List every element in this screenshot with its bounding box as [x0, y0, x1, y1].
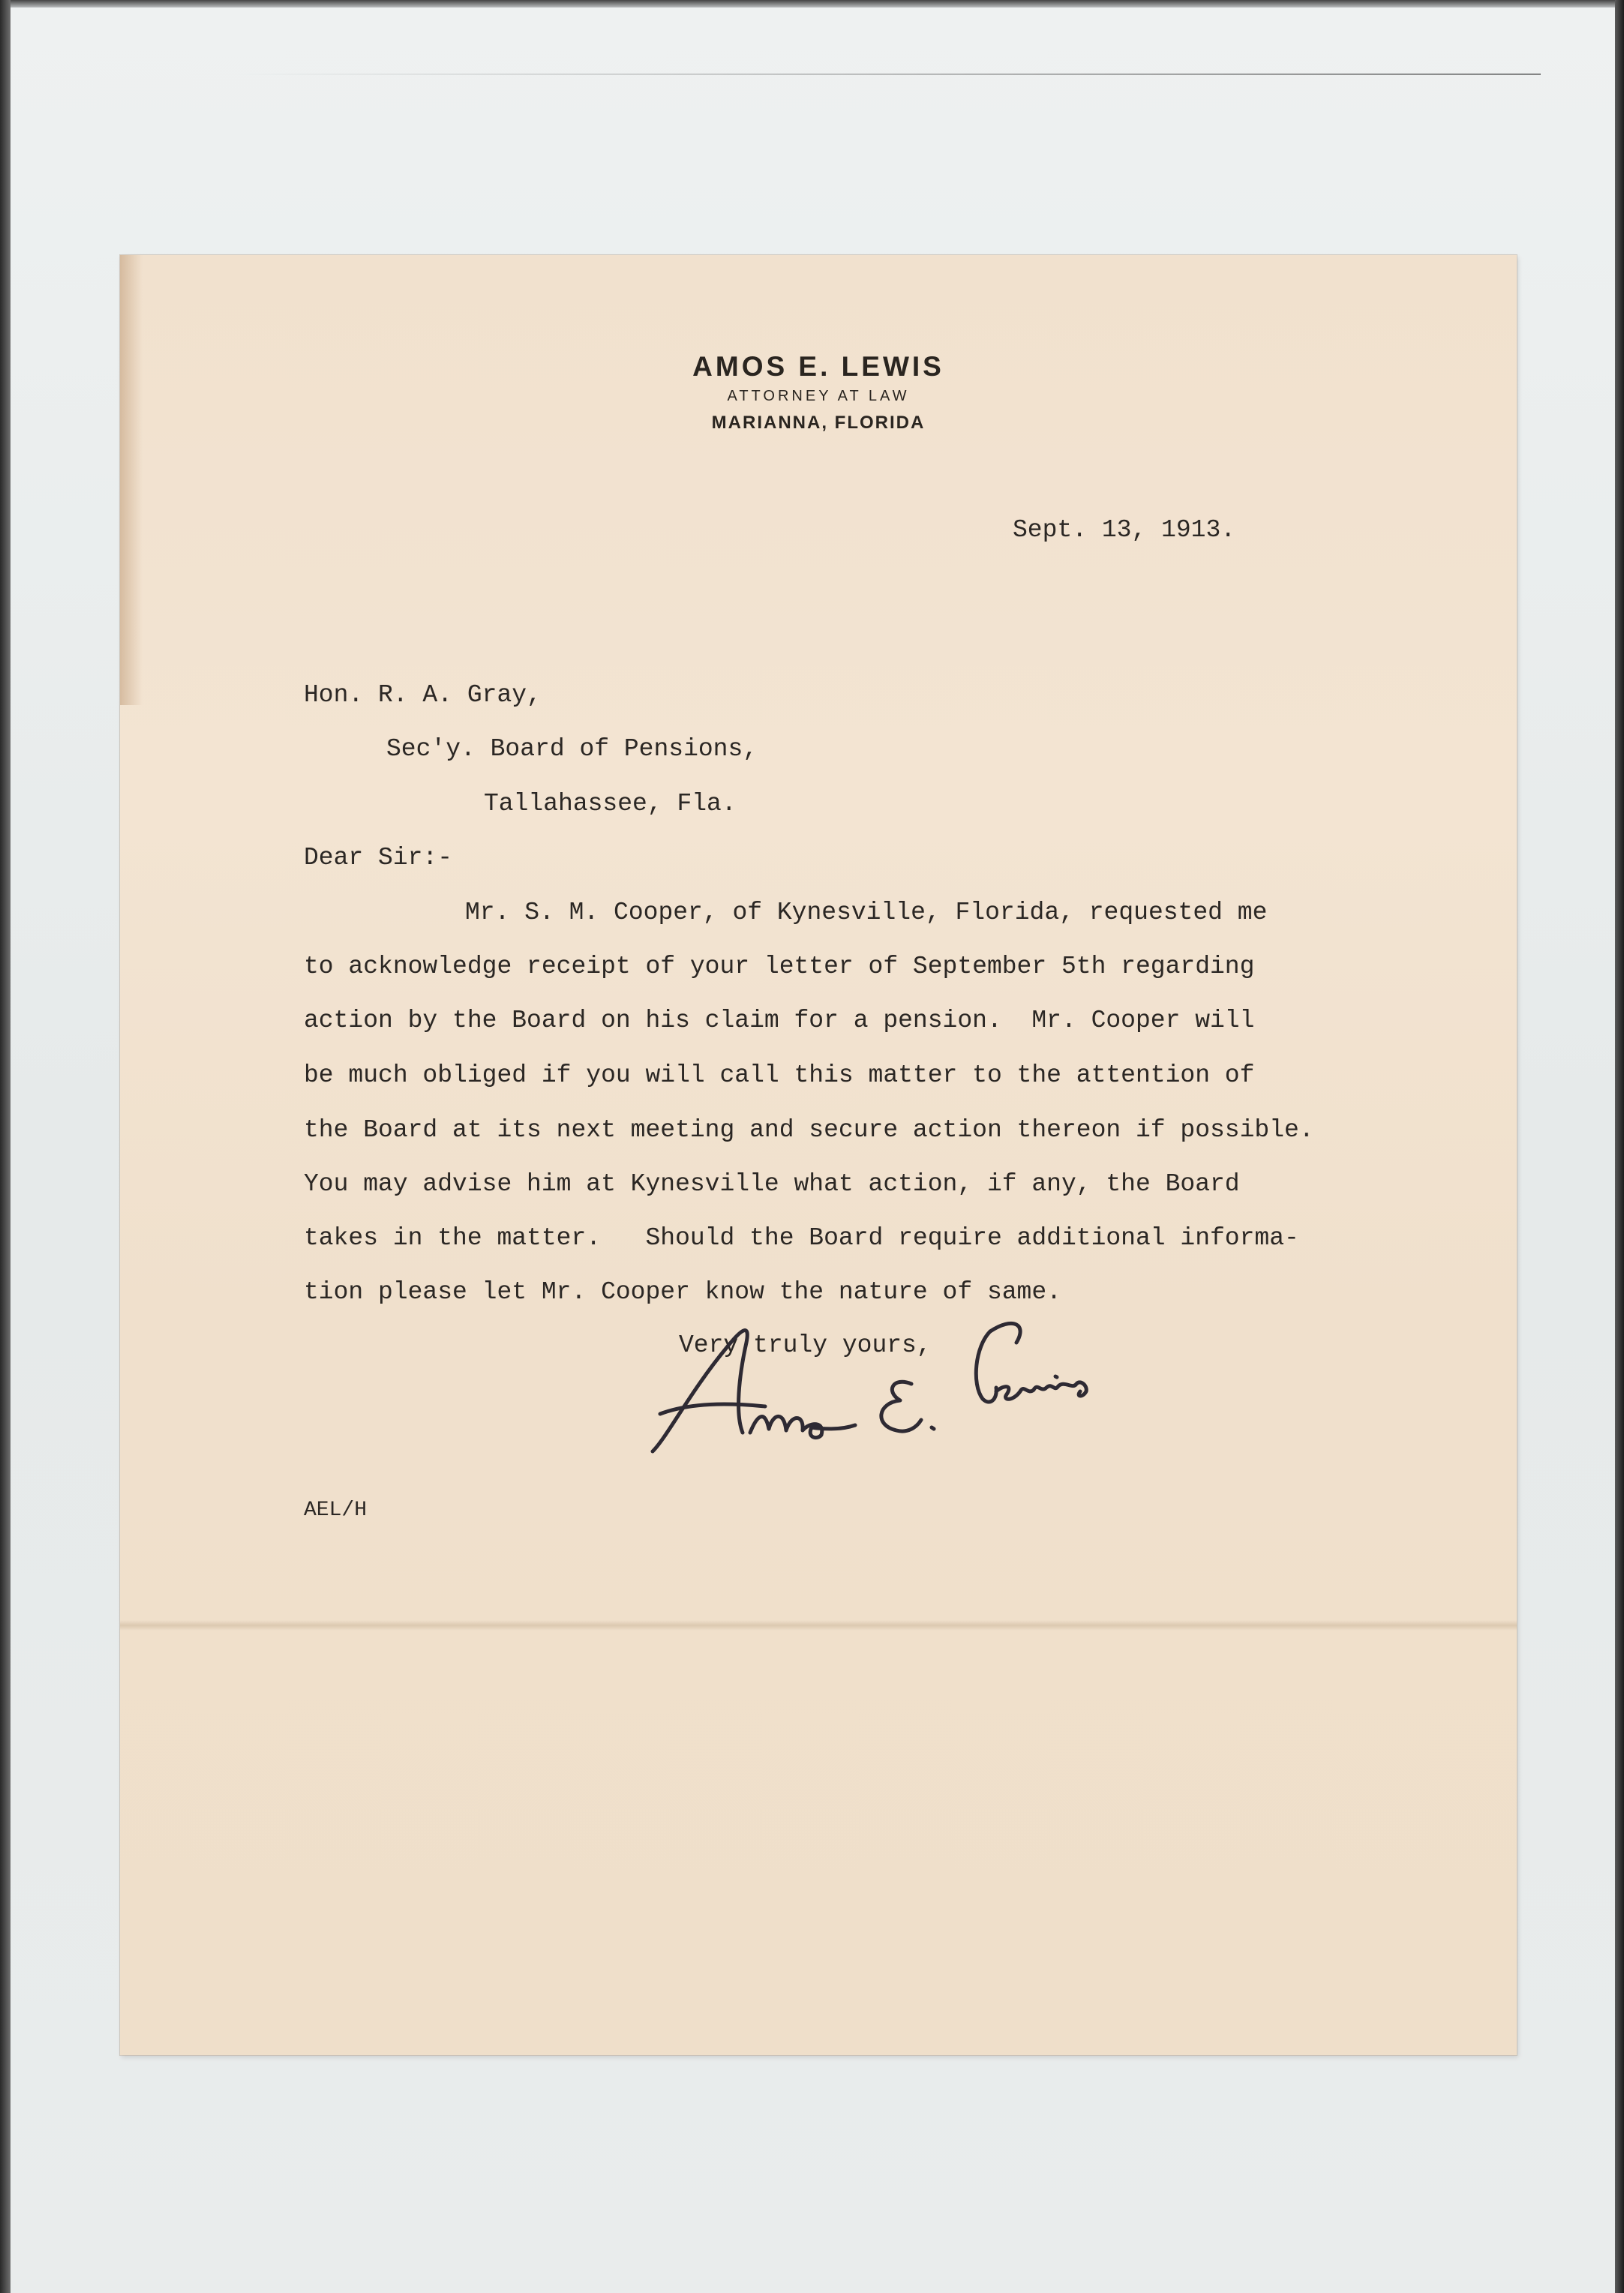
body-line: action by the Board on his claim for a pension. Mr. Cooper will [304, 1007, 1255, 1034]
body-line: be much obliged if you will call this matter to the attention of [304, 1061, 1255, 1089]
recipient-office: Sec'y. Board of Pensions, [386, 735, 758, 763]
body-line: tion please let Mr. Cooper know the nature of same. [304, 1278, 1061, 1306]
typist-initials: AEL/H [304, 1499, 368, 1522]
letterhead-title: ATTORNEY AT LAW [727, 388, 910, 404]
letter-paper [120, 255, 1517, 2055]
body-line: Mr. S. M. Cooper, of Kynesville, Florida, requested me [465, 899, 1268, 926]
letter-date: Sept. 13, 1913. [1013, 516, 1236, 544]
body-line: takes in the matter. Should the Board require additional informa- [304, 1224, 1299, 1252]
body-line: the Board at its next meeting and secure action thereon if possible. [304, 1116, 1314, 1144]
letterhead-location: MARIANNA, FLORIDA [711, 413, 926, 433]
scan-edge-right [1615, 0, 1624, 2293]
paper-fold [120, 1620, 1517, 1631]
letterhead-name: AMOS E. LEWIS [692, 351, 944, 382]
handwritten-signature [638, 1301, 1118, 1474]
body-line: to acknowledge receipt of your letter of September 5th regarding [304, 953, 1255, 980]
salutation: Dear Sir:- [304, 844, 453, 872]
closing: Very truly yours, [679, 1331, 932, 1359]
body-line: You may advise him at Kynesville what action, if any, the Board [304, 1170, 1240, 1198]
scan-edge-left [0, 0, 11, 2293]
paper-stain [120, 255, 143, 705]
recipient-city: Tallahassee, Fla. [484, 790, 737, 818]
scan-edge-top [0, 0, 1624, 8]
recipient-name: Hon. R. A. Gray, [304, 681, 542, 709]
mount-crease [236, 74, 1541, 75]
